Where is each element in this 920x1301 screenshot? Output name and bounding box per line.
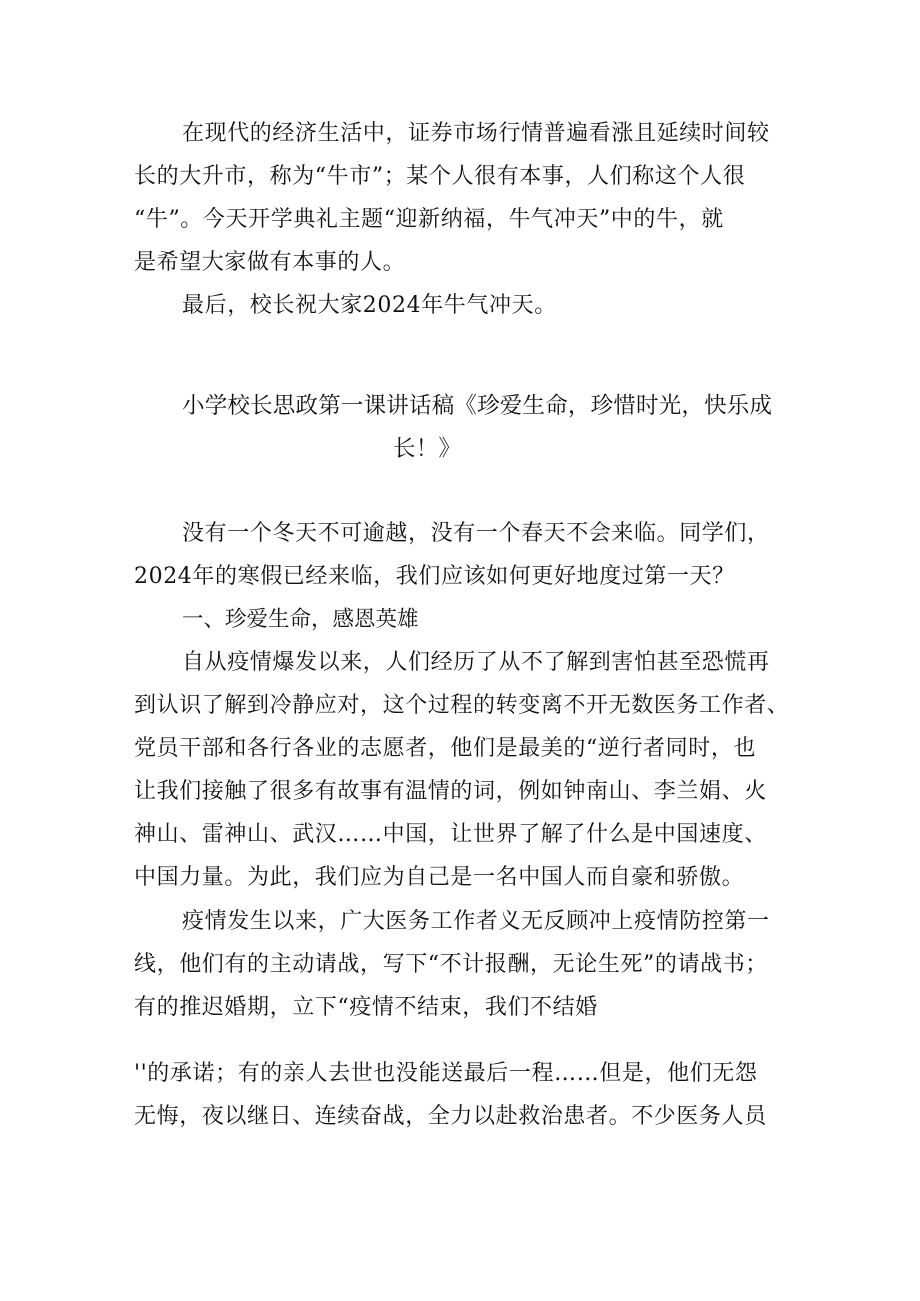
article-paragraph-2-line-3: 党员干部和各行各业的志愿者，他们是最美的“逆行者同时，也 — [134, 736, 757, 761]
article-title-line-1: 小学校长思政第一课讲话稿《珍爱生命，珍惜时光，快乐成 — [182, 393, 773, 419]
article-paragraph-3-line-1: 疫情发生以来，广大医务工作者义无反顾冲上疫情防控第一 — [182, 909, 770, 934]
article-paragraph-2-line-1: 自从疫情爆发以来，人们经历了从不了解到害怕甚至恐慌再 — [182, 650, 770, 675]
article-paragraph-1-line-1: 没有一个冬天不可逾越，没有一个春天不会来临。同学们， — [182, 521, 770, 546]
article-paragraph-2-line-4: 让我们接触了很多有故事有温情的词，例如钟南山、李兰娟、火 — [134, 779, 767, 804]
intro-paragraph-2-line-1: 最后，校长祝大家2024年牛气冲天。 — [182, 293, 557, 318]
article-paragraph-4-line-1: ''的承诺；有的亲人去世也没能送最后一程……但是，他们无怨 — [134, 1061, 758, 1086]
intro-paragraph-1-line-3: “牛”。今天开学典礼主题“迎新纳福，牛气冲天”中的牛，就 — [134, 207, 724, 232]
intro-paragraph-1-line-2: 长的大升市，称为“牛市”；某个人很有本事，人们称这个人很 — [134, 164, 746, 189]
article-title-line-2: 长！》 — [393, 436, 462, 462]
article-paragraph-3-line-3: 有的推迟婚期，立下“疫情不结束，我们不结婚 — [134, 995, 598, 1020]
article-paragraph-2-line-5: 神山、雷神山、武汉……中国，让世界了解了什么是中国速度、 — [134, 822, 767, 847]
article-paragraph-3-line-2: 线，他们有的主动请战，写下“不计报酬，无论生死”的请战书； — [134, 952, 768, 977]
article-paragraph-4-line-2: 无悔，夜以继日、连续奋战，全力以赴救治患者。不少医务人员 — [134, 1104, 767, 1129]
article-paragraph-2-line-2: 到认识了解到冷静应对，这个过程的转变离不开无数医务工作者、 — [134, 693, 790, 718]
article-paragraph-1-line-2: 2024年的寒假已经来临，我们应该如何更好地度过第一天？ — [134, 564, 735, 589]
intro-paragraph-1-line-1: 在现代的经济生活中，证券市场行情普遍看涨且延续时间较 — [182, 121, 770, 146]
article-paragraph-2-line-6: 中国力量。为此，我们应为自己是一名中国人而自豪和骄傲。 — [134, 865, 745, 890]
intro-paragraph-1-line-4: 是希望大家做有本事的人。 — [134, 250, 406, 275]
section-1-heading: 一、珍爱生命，感恩英雄 — [182, 607, 419, 632]
